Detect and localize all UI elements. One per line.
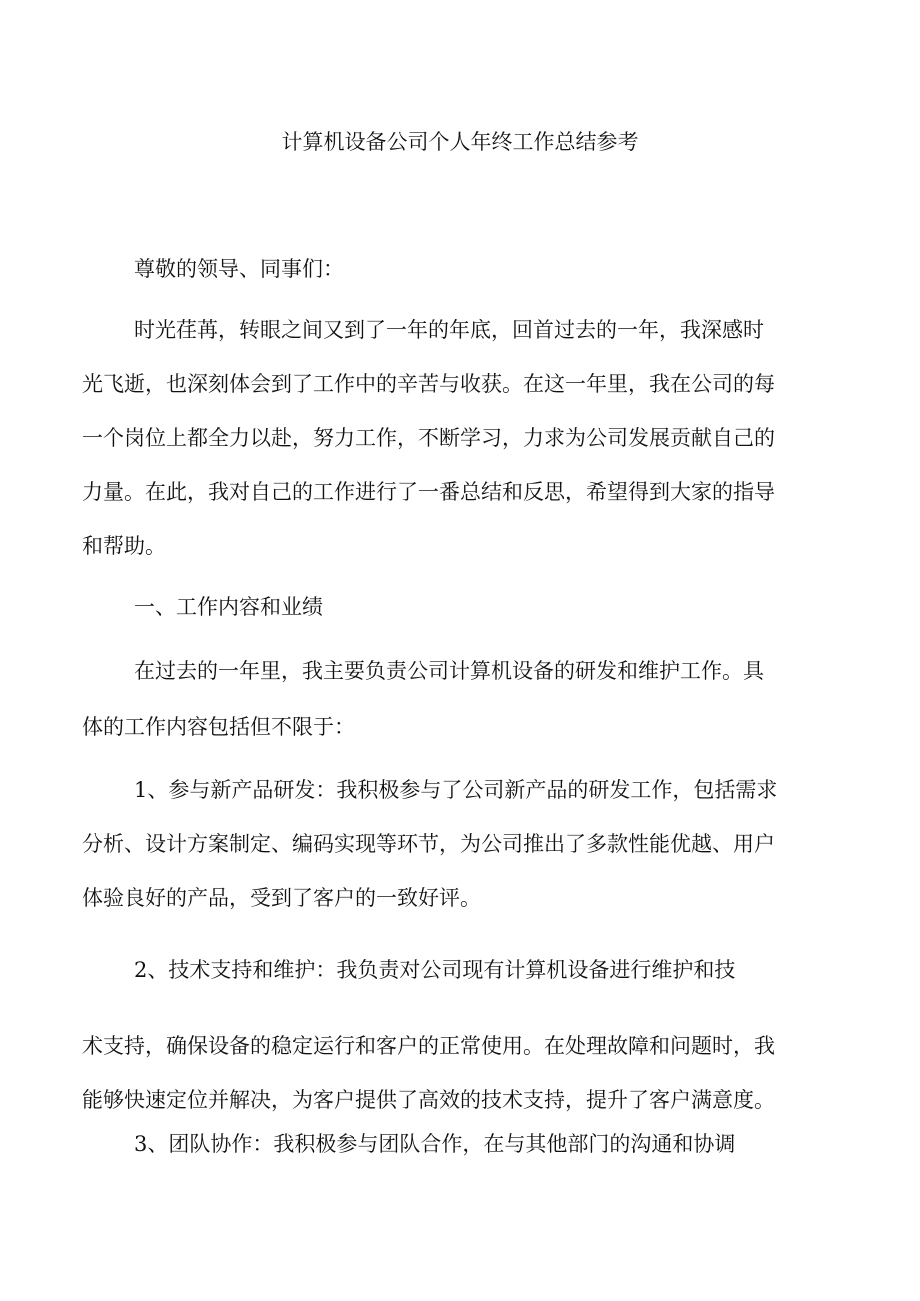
document-title: 计算机设备公司个人年终工作总结参考 [281, 130, 639, 154]
salutation: 尊敬的领导、同事们： [134, 257, 344, 281]
list-item-line: 体验良好的产品，受到了客户的一致好评。 [82, 886, 481, 910]
paragraph-line: 光飞逝，也深刻体会到了工作中的辛苦与收获。在这一年里，我在公司的每 [82, 372, 775, 396]
list-item-line: 2、技术支持和维护：我负责对公司现有计算机设备进行维护和技 [134, 958, 736, 982]
list-item-line: 1、参与新产品研发：我积极参与了公司新产品的研发工作，包括需求 [134, 778, 778, 802]
paragraph-line: 和帮助。 [82, 534, 166, 558]
paragraph-line: 在过去的一年里，我主要负责公司计算机设备的研发和维护工作。具 [134, 659, 764, 683]
paragraph-line: 时光荏苒，转眼之间又到了一年的年底，回首过去的一年，我深感时 [134, 318, 764, 342]
list-item-line: 分析、设计方案制定、编码实现等环节，为公司推出了多款性能优越、用户 [82, 832, 775, 856]
paragraph-line: 体的工作内容包括但不限于： [82, 715, 355, 739]
paragraph-line: 一个岗位上都全力以赴，努力工作，不断学习，力求为公司发展贡献自己的 [82, 426, 775, 450]
section-heading: 一、工作内容和业绩 [134, 595, 323, 619]
paragraph-line: 力量。在此，我对自己的工作进行了一番总结和反思，希望得到大家的指导 [82, 480, 775, 504]
list-item-line: 术支持，确保设备的稳定运行和客户的正常使用。在处理故障和问题时，我 [82, 1034, 775, 1058]
list-item-line: 3、团队协作：我积极参与团队合作，在与其他部门的沟通和协调 [134, 1132, 736, 1156]
list-item-line: 能够快速定位并解决，为客户提供了高效的技术支持，提升了客户满意度。 [82, 1088, 775, 1112]
